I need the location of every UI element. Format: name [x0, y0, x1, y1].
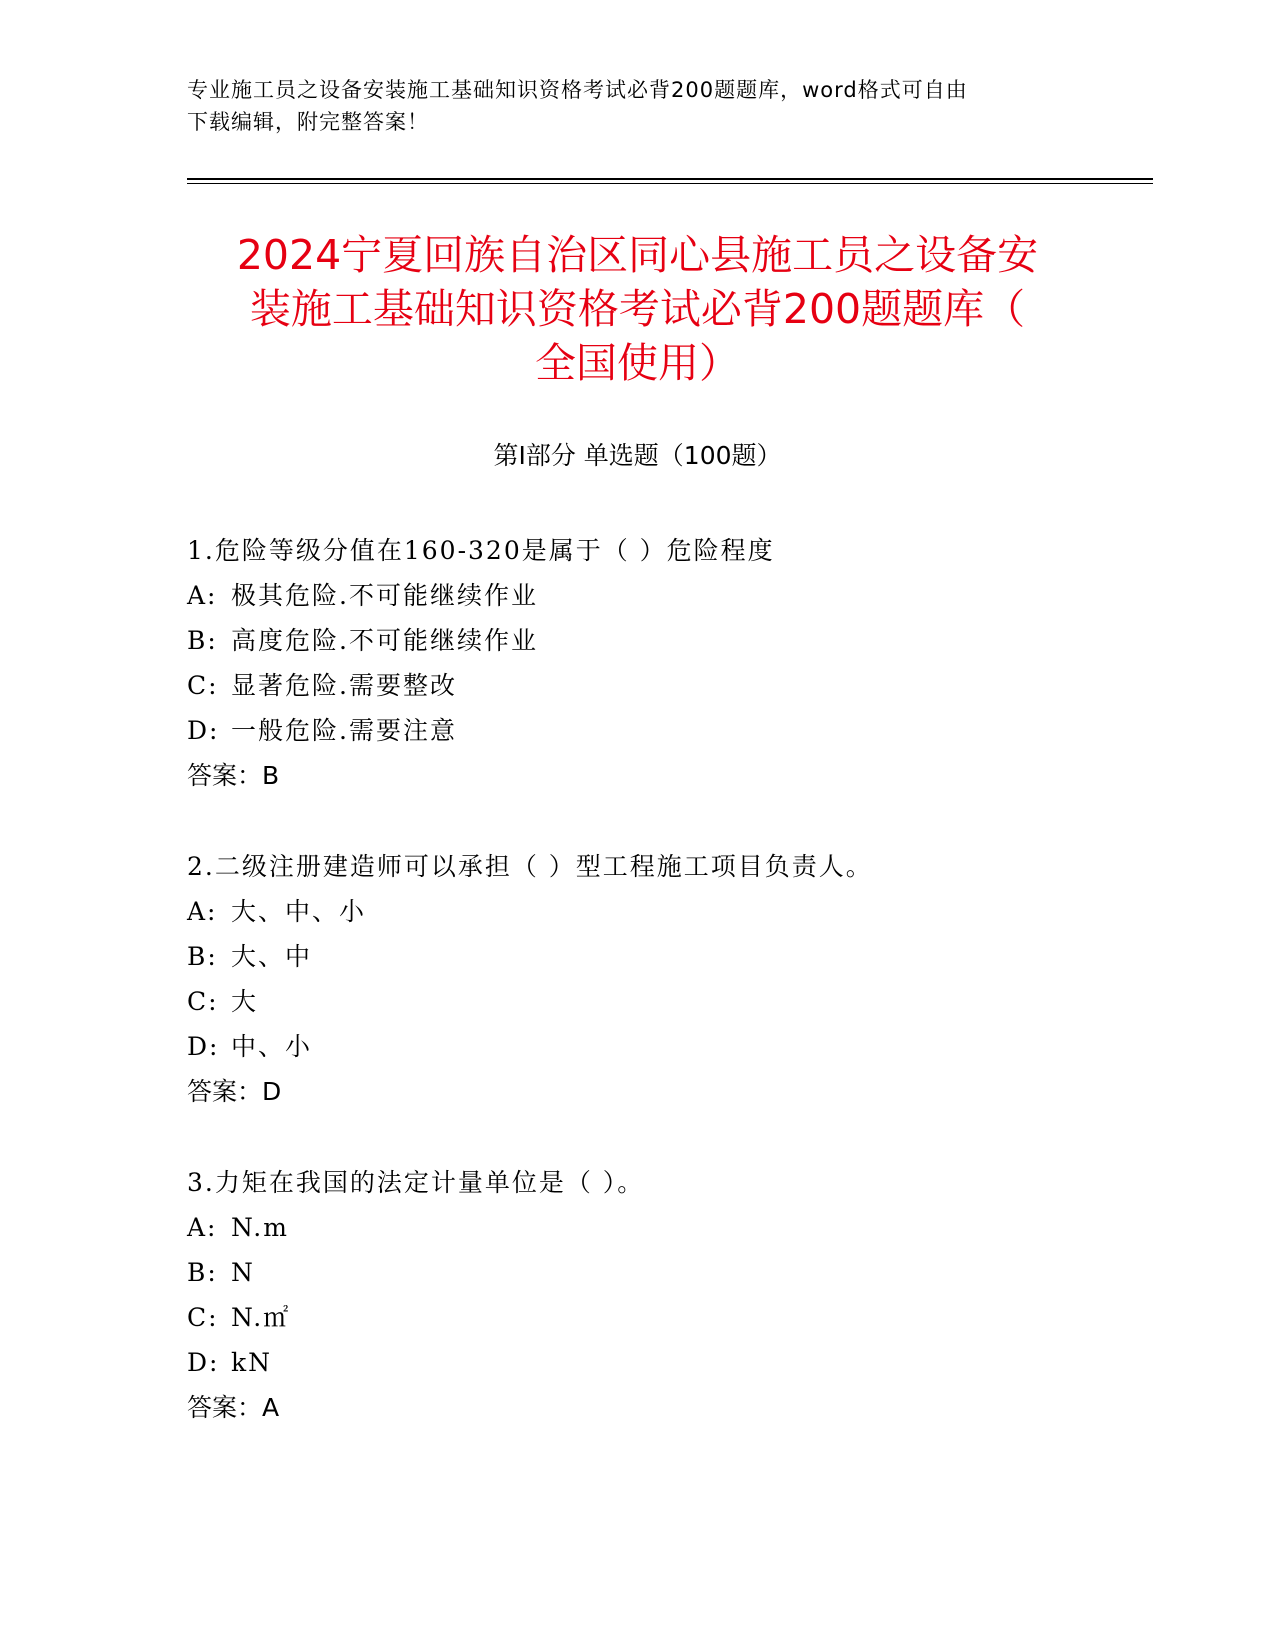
- section-heading: 第Ⅰ部分 单选题（100题）: [493, 441, 782, 470]
- title-line-1: 2024宁夏回族自治区同心县施工员之设备安: [236, 231, 1039, 279]
- question-list: [187, 528, 1137, 1476]
- header-divider-thin: [187, 183, 1153, 184]
- option-a: [187, 889, 1137, 934]
- header-divider-thick: [187, 178, 1153, 180]
- header-note: [187, 74, 1087, 138]
- option-key: A:: [187, 1213, 218, 1242]
- option-key: D:: [187, 1032, 220, 1061]
- option-text: N.㎡: [231, 1303, 291, 1332]
- option-text: N: [231, 1258, 255, 1287]
- option-key: C:: [187, 671, 219, 700]
- option-text: 高度危险.不可能继续作业: [231, 626, 538, 655]
- option-key: C:: [187, 987, 219, 1016]
- option-key: B:: [187, 942, 218, 971]
- option-text: N.m: [231, 1213, 289, 1242]
- option-key: D:: [187, 1348, 220, 1377]
- answer: 答案：A: [187, 1393, 280, 1422]
- option-text: 极其危险.不可能继续作业: [231, 581, 538, 610]
- option-b: [187, 934, 1137, 979]
- option-d: [187, 1024, 1137, 1069]
- option-key: B:: [187, 626, 218, 655]
- option-c: [187, 979, 1137, 1024]
- option-key: C:: [187, 1303, 219, 1332]
- option-c: [187, 663, 1137, 708]
- header-note-line-2: 下载编辑，附完整答案！: [187, 110, 429, 134]
- option-d: [187, 1340, 1137, 1385]
- option-key: D:: [187, 716, 220, 745]
- option-text: 大、中、小: [231, 897, 367, 926]
- option-key: A:: [187, 897, 218, 926]
- option-d: [187, 708, 1137, 753]
- question-stem: 3.力矩在我国的法定计量单位是（ ）。: [187, 1168, 645, 1197]
- question-2: [187, 844, 1137, 1114]
- option-text: 显著危险.需要整改: [231, 671, 457, 700]
- option-c: [187, 1295, 1137, 1340]
- option-text: 大、中: [231, 942, 313, 971]
- question-3: [187, 1160, 1137, 1430]
- question-stem: 2.二级注册建造师可以承担（ ）型工程施工项目负责人。: [187, 852, 873, 881]
- answer: 答案：B: [187, 761, 280, 790]
- option-a: [187, 573, 1137, 618]
- title-line-2: 装施工基础知识资格考试必背200题题库（: [249, 285, 1026, 333]
- option-text: 一般危险.需要注意: [231, 716, 457, 745]
- option-b: [187, 618, 1137, 663]
- option-a: [187, 1205, 1137, 1250]
- document-title: [150, 228, 1125, 390]
- option-text: 中、小: [231, 1032, 313, 1061]
- question-stem: 1.危险等级分值在160-320是属于（ ）危险程度: [187, 536, 775, 565]
- option-text: kN: [231, 1348, 273, 1377]
- answer: 答案：D: [187, 1077, 282, 1106]
- question-1: [187, 528, 1137, 798]
- option-key: A:: [187, 581, 218, 610]
- option-b: [187, 1250, 1137, 1295]
- title-line-3: 全国使用）: [535, 339, 740, 387]
- option-text: 大: [231, 987, 259, 1016]
- option-key: B:: [187, 1258, 218, 1287]
- header-note-line-1: 专业施工员之设备安装施工基础知识资格考试必背200题题库，word格式可自由: [187, 78, 968, 102]
